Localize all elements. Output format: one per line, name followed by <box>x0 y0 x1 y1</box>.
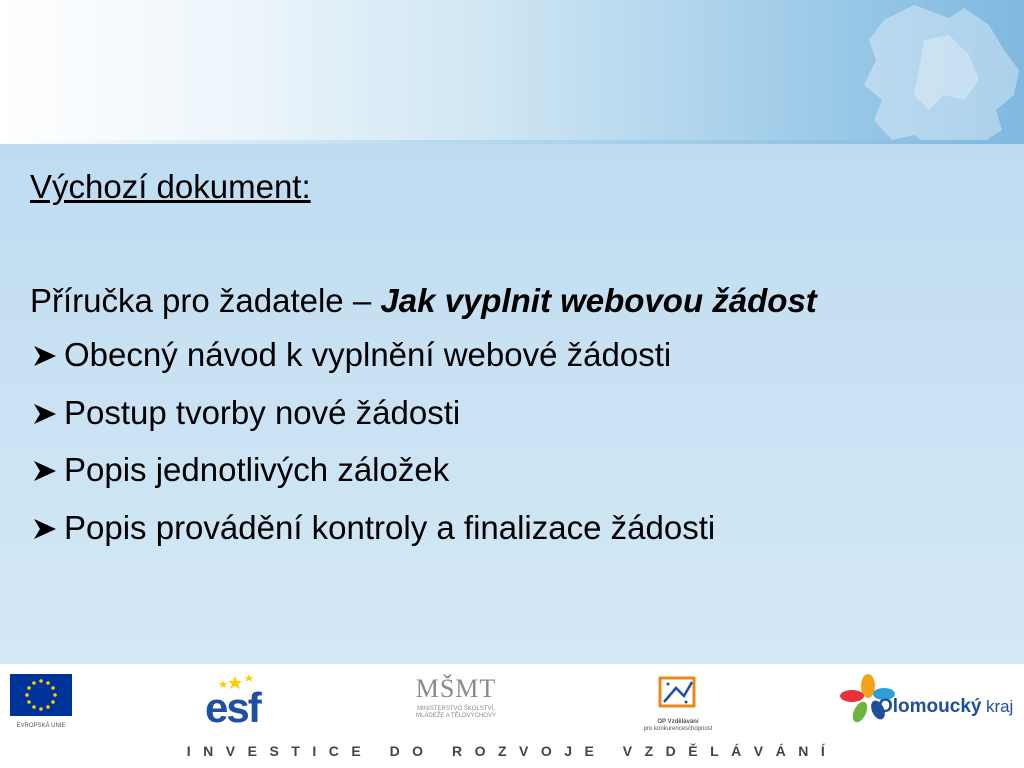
msmt-wordmark: MŠMT <box>415 674 497 703</box>
esf-logo <box>205 674 269 730</box>
header-banner <box>0 0 1024 142</box>
op-vk-caption-1: OP Vzdělávání <box>657 719 699 725</box>
list-item <box>30 447 715 505</box>
msmt-caption-1: MINISTERSTVO ŠKOLSTVÍ, <box>417 706 495 712</box>
msmt-logo <box>398 672 514 720</box>
olomoucky-kraj-logo <box>838 672 1018 732</box>
esf-wordmark: esf <box>205 684 260 731</box>
bullet-text: Popis provádění kontroly a finalizace žádosti <box>64 508 716 546</box>
eu-logo <box>10 674 76 730</box>
footer-tagline: INVESTICE DO ROZVOJE VZDĚLÁVÁNÍ <box>186 743 838 759</box>
region-map-graphic <box>764 0 1024 142</box>
bullet-text: Postup tvorby nové žádosti <box>64 393 461 431</box>
slide-body <box>0 144 1024 664</box>
arrow-bullet-icon <box>30 447 64 493</box>
bullet-list <box>30 332 715 562</box>
op-vk-logo <box>642 674 714 733</box>
arrow-bullet-icon <box>30 505 64 551</box>
arrow-bullet-icon <box>30 390 64 436</box>
slide-heading: Výchozí dokument: <box>30 168 311 205</box>
slide-subtitle <box>30 278 817 324</box>
eu-flag-icon <box>10 674 72 716</box>
list-item <box>30 505 715 563</box>
op-vk-caption-2: pro konkurenceschopnost <box>643 726 713 732</box>
list-item <box>30 390 715 448</box>
bullet-text: Obecný návod k vyplnění webové žádosti <box>64 336 672 373</box>
msmt-caption-2: MLÁDEŽE A TĚLOVÝCHOVY <box>416 713 496 719</box>
arrow-bullet-icon <box>30 332 64 378</box>
list-item <box>30 332 715 390</box>
region-wordmark <box>878 696 1013 718</box>
subtitle-emphasis: Jak vyplnit webovou žádost <box>380 282 817 319</box>
region-name: Olomoucký <box>878 696 982 717</box>
region-suffix: kraj <box>985 697 1014 716</box>
op-vk-emblem-icon <box>642 674 714 714</box>
eu-caption: EVROPSKÁ UNIE <box>16 723 66 729</box>
subtitle-prefix: Příručka pro žadatele – <box>30 282 381 319</box>
bullet-text: Popis jednotlivých záložek <box>64 451 450 488</box>
